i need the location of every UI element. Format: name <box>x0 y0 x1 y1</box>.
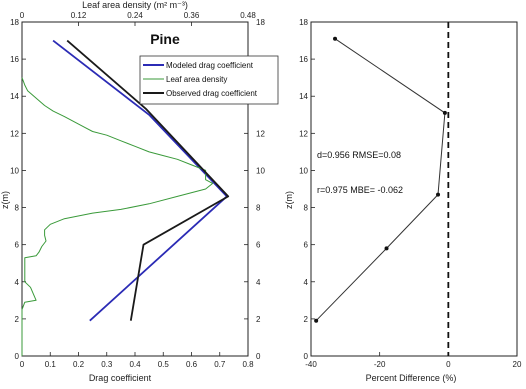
left-right-y-tick-label: 8 <box>256 203 261 213</box>
left-x-tick-label: 0.1 <box>44 360 56 369</box>
right-x-tick-label: -20 <box>373 360 386 369</box>
left-x-tick-label: 0.4 <box>129 360 141 369</box>
left-right-y-tick-label: 12 <box>256 129 265 139</box>
left-title: Pine <box>150 31 180 47</box>
right-y-tick-label: 12 <box>299 129 308 139</box>
right-y-tick-label: 14 <box>299 92 308 102</box>
right-x-tick-label: -40 <box>305 360 317 369</box>
left-right-y-tick-label: 4 <box>256 277 261 287</box>
percent-difference-point <box>333 37 337 41</box>
right-y-tick-label: 2 <box>303 314 308 324</box>
right-y-tick-label: 6 <box>303 240 308 250</box>
legend-label-modeled: Modeled drag coefficient <box>166 61 254 70</box>
right-panel <box>284 18 522 383</box>
left-y-tick-label: 16 <box>10 55 19 65</box>
right-x-tick-label: 20 <box>512 360 522 369</box>
legend <box>140 56 278 104</box>
right-y-tick-label: 8 <box>303 203 308 213</box>
right-y-axis-label: z(m) <box>284 191 294 209</box>
left-top-axis-label: Leaf area density (m² m⁻³) <box>82 0 188 10</box>
left-x-tick-label: 0.8 <box>242 360 254 369</box>
left-top-tick-label: 0 <box>19 11 25 20</box>
right-x-tick-label: 0 <box>446 360 451 369</box>
left-y-tick-label: 2 <box>14 314 19 324</box>
left-x-tick-label: 0.2 <box>72 360 85 369</box>
left-y-axis-label: z(m) <box>0 191 10 209</box>
left-y-tick-label: 8 <box>14 203 19 213</box>
left-right-y-tick-label: 18 <box>256 18 265 27</box>
left-y-tick-label: 6 <box>14 240 19 250</box>
left-x-tick-label: 0 <box>19 360 25 369</box>
left-x-tick-label: 0.7 <box>214 360 226 369</box>
left-top-tick-label: 0.36 <box>183 11 200 20</box>
left-y-tick-label: 12 <box>10 129 19 139</box>
left-top-tick-label: 0.24 <box>127 11 143 20</box>
left-y-tick-label: 0 <box>14 352 19 361</box>
left-right-y-tick-label: 6 <box>256 240 261 250</box>
left-y-tick-label: 18 <box>10 18 19 27</box>
right-y-tick-label: 0 <box>303 352 308 361</box>
right-x-axis-label: Percent Difference (%) <box>365 373 457 383</box>
percent-difference-point <box>443 111 447 115</box>
left-y-tick-label: 4 <box>14 277 19 287</box>
right-y-tick-label: 10 <box>299 166 308 176</box>
left-right-y-tick-label: 10 <box>256 166 265 176</box>
left-x-tick-label: 0.6 <box>185 360 198 369</box>
left-y-tick-label: 14 <box>10 92 19 102</box>
right-y-tick-label: 4 <box>303 277 308 287</box>
percent-difference-point <box>314 319 318 323</box>
right-annotation-1: d=0.956 RMSE=0.08 <box>317 150 402 160</box>
left-right-y-tick-label: 2 <box>256 314 261 324</box>
left-y-tick-label: 10 <box>10 166 19 176</box>
left-right-y-tick-label: 0 <box>256 352 261 361</box>
right-y-tick-label: 18 <box>299 18 308 27</box>
right-y-tick-label: 16 <box>299 55 308 65</box>
legend-label-observed: Observed drag coefficient <box>166 89 258 98</box>
left-x-tick-label: 0.5 <box>157 360 169 369</box>
left-x-axis-label: Drag coefficient <box>88 373 152 383</box>
legend-label-leaf-area: Leaf area density <box>166 75 228 84</box>
right-annotation-2: r=0.975 MBE= -0.062 <box>317 185 404 195</box>
left-top-tick-label: 0.12 <box>70 11 87 20</box>
left-top-tick-label: 0.48 <box>240 11 256 20</box>
percent-difference-point <box>385 246 389 250</box>
left-x-tick-label: 0.3 <box>101 360 113 369</box>
percent-difference-point <box>436 193 440 197</box>
